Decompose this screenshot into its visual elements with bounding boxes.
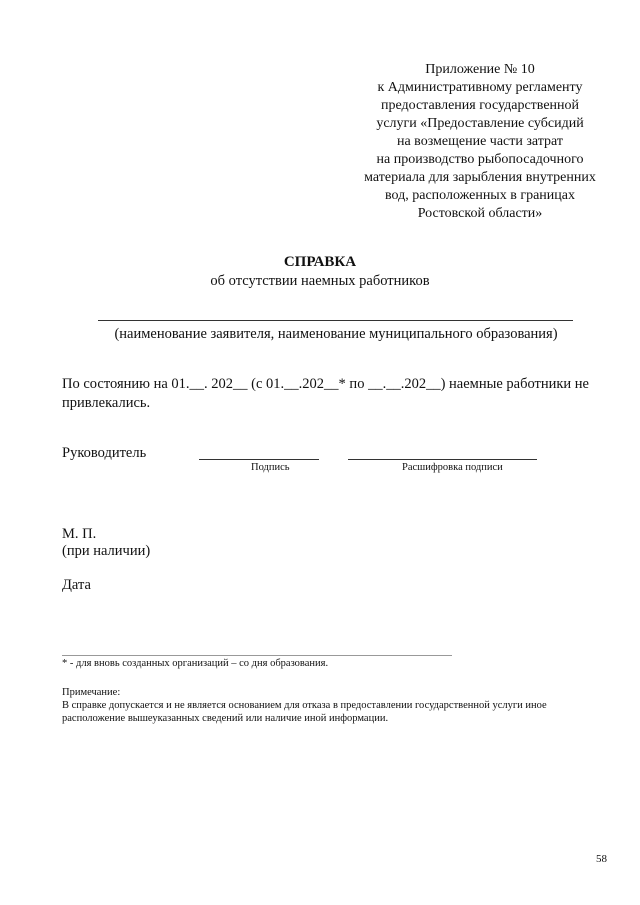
applicant-line (98, 320, 573, 321)
footnote: * - для вновь созданных организаций – со дня образования. (62, 658, 329, 669)
signature-line (199, 459, 319, 460)
appendix-line: Приложение № 10 (425, 62, 535, 77)
note-line: В справке допускается и не является основанием для отказа в предоставлении государственной услуги иное (62, 700, 547, 711)
appendix-line: вод, расположенных в границах (385, 188, 575, 203)
appendix-line: Ростовской области» (417, 206, 543, 221)
stamp-label: М. П. (62, 526, 97, 542)
applicant-caption: (наименование заявителя, наименование муниципального образования) (114, 326, 558, 342)
document-subtitle: об отсутствии наемных работников (210, 273, 430, 289)
appendix-line: на возмещение части затрат (396, 134, 564, 149)
stamp-note: (при наличии) (62, 543, 151, 559)
appendix-line: предоставления государственной (380, 98, 580, 113)
statement (62, 375, 622, 413)
head-label: Руководитель (62, 445, 147, 461)
note-heading: Примечание: (62, 687, 121, 698)
note-block (62, 686, 622, 725)
appendix-line: материала для зарыбления внутренних (364, 170, 596, 185)
document-title: СПРАВКА (283, 254, 357, 270)
statement-line: По состоянию на 01.__. 202__ (с 01.__.202__* по __.__.202__) наемные работники не (62, 376, 589, 392)
appendix-line: на производство рыбопосадочного (376, 152, 584, 167)
footnote-separator (62, 655, 452, 656)
page-number: 58 (596, 853, 607, 865)
date-label: Дата (62, 577, 91, 593)
appendix-line: к Административному регламенту (377, 80, 583, 95)
statement-line: привлекались. (62, 395, 151, 411)
note-line: расположение вышеуказанных сведений или наличие иной информации. (62, 713, 389, 724)
appendix-block (340, 61, 620, 223)
appendix-line: услуги «Предоставление субсидий (376, 116, 584, 131)
decode-caption: Расшифровка подписи (402, 462, 503, 473)
signature-caption: Подпись (251, 462, 290, 473)
decode-line (348, 459, 537, 460)
